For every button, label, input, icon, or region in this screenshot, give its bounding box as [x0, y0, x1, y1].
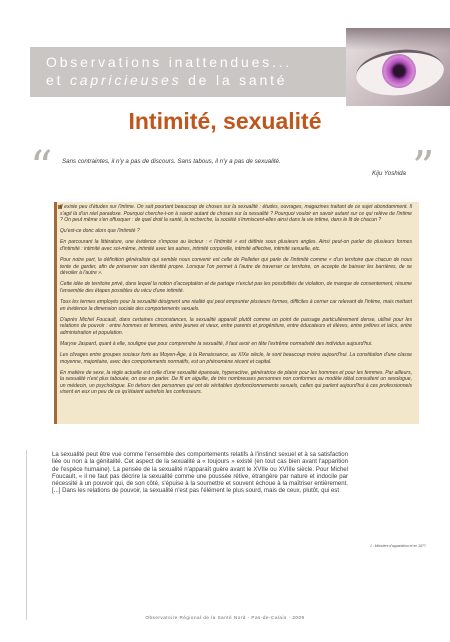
box-paragraph: En matière de sexe, la règle actuelle est celle d'une sexualité épanouie, hyperactive, génératrice de plaisir pour les hommes et pour les femmes. Par ailleurs, la sexualité n'est plus tabouée, on ose en parler. De fil en aiguille, de très nombreuses personnes non conformes au modèle idéal consultent un sexologue, un médecin, un psychologue. En dehors des personnes qui ont de véritables dysfonctionnements sexuels, celles qui parlent aujourd'hui à ces professionnels visent en eux un peu de ce qu'étaient autrefois les confesseurs. [60, 369, 412, 396]
eye-iris [382, 54, 416, 88]
series-title-italic: capricieuses [69, 72, 182, 88]
box-paragraph: D'après Michel Foucault, dans certaines circonstances, la sexualité apparaît plutôt comme un point de passage particulièrement dense, utilisé pour les relations de pouvoir : entre hommes et femmes, entre jeunes et vieux, entre parents et progéniture, entre éducateurs et élèves, entre prêtres et laïcs, entre administration et population. [60, 316, 412, 336]
page-title: Intimité, sexualité [128, 108, 322, 134]
series-title-line1: Observations inattendues... [46, 54, 293, 70]
body-paragraph: La sexualité peut être vue comme l'ensemble des comportements relatifs à l'instinct sexuel et à sa satisfaction liée ou non à la génitalité. Cet aspect de la sexualité a « toujours » existé (en tout cas bien avant l'apparition de l'espèce humaine). La pensée de la sexualité n'apparaît guère avant le XVIIe ou XVIIIe siècle. Pour Michel Foucault, « il ne faut pas décrire la sexualité comme une poussée rétive, étrangère par nature et indocile par nécessité à un pouvoir qui, de son côté, s'épuise à la soumettre et souvent échoue à la maîtriser entièrement. [...] Dans les relations de pouvoir, la sexualité n'est pas l'élément le plus sourd, mais de ceux, plutôt, qui est [52, 452, 348, 495]
footnote: 1 : Ministère d'appariation et en 19?? [370, 544, 426, 548]
eye-shadow [346, 28, 450, 50]
epigraph-author: Kiju Yoshida [372, 170, 406, 177]
box-paragraph: Il existe peu d'études sur l'intime. On sait pourtant beaucoup de choses sur la sexualité : études, ouvrages, magazines traitant de ce sujet abondamment. Il s'agit là d'un réel paradoxe. Pourquoi cherche-t-on à savoir autant de choses sur la sexualité ? Pourquoi vouloir en savoir autant sur ce qui relève de l'intime ? On peut même s'en offusquer : de quel droit la santé, la recherche, la société s'immiscent-elles ainsi dans la vie intime, dans le lit de chacun ? [60, 204, 412, 224]
box-paragraph: Cette idée de territoire privé, dans lequel la notion d'acceptation et de partage n'exclut pas les possibilités de violation, de manque de consentement, résume l'ensemble des étapes possibles du vécu d'une intimité. [60, 281, 412, 294]
margin-rule [26, 450, 27, 620]
epigraph-quote: Sans contraintes, il n'y a pas de discours. Sans tabous, il n'y a pas de sexualité. [62, 158, 281, 165]
eye-photo [346, 28, 450, 106]
series-title-suffix: de la santé [181, 72, 288, 88]
open-quote-icon: “ [30, 142, 53, 193]
close-quote-icon: ” [412, 142, 435, 193]
series-title-line2 [46, 72, 287, 88]
box-paragraph: Maryse Jaspard, quant à elle, souligne que pour comprendre la sexualité, il faut avoir en tête l'extrême normativité des individus aujourd'hui. [60, 340, 373, 347]
box-paragraph: Tous les termes employés pour la sexualité désignent une réalité qui peut emprunter plusieurs formes, difficiles à cerner car relevant de l'intime, mais mettant en évidence la dimension sociale des comportements sexuels. [60, 298, 412, 312]
series-title-prefix: et [46, 72, 70, 88]
page-footer: Observatoire Régional de la Santé Nord - Pas-de-Calais · 2009 [145, 615, 305, 620]
box-paragraph: En parcourant la littérature, une évidence s'impose au lecteur : « l'intimité » est définie sous plusieurs angles. Ainsi peut-on parler de plusieurs formes d'intimité : intimité avec soi-même, intimité avec les autres, intimité corporelle, intimité affective, intimité sexuelle, etc. [60, 239, 412, 252]
box-paragraph: Pour notre part, la définition généraliste qui semble nous convenir est celle de Pelletier qui parle de l'intimité comme « d'un territoire que chacun de nous tente de garder, afin de préserver son identité propre. Lorsque l'on permet à l'autre de traverser ce territoire, on accepte de baisser les barrières, de se dévoiler à l'autre ». [60, 257, 412, 277]
intro-box-text [60, 204, 412, 401]
box-paragraph: Qu'est-ce donc alors que l'intimité ? [60, 228, 140, 235]
box-paragraph: Les clivages entre groupes sociaux forts au Moyen-Âge, à la Renaissance, au XIXe siècle, le sont beaucoup moins aujourd'hui. La constitution d'une classe moyenne, majoritaire, avec des comportements normatifs, est un phénomène récent et capital. [60, 352, 412, 365]
